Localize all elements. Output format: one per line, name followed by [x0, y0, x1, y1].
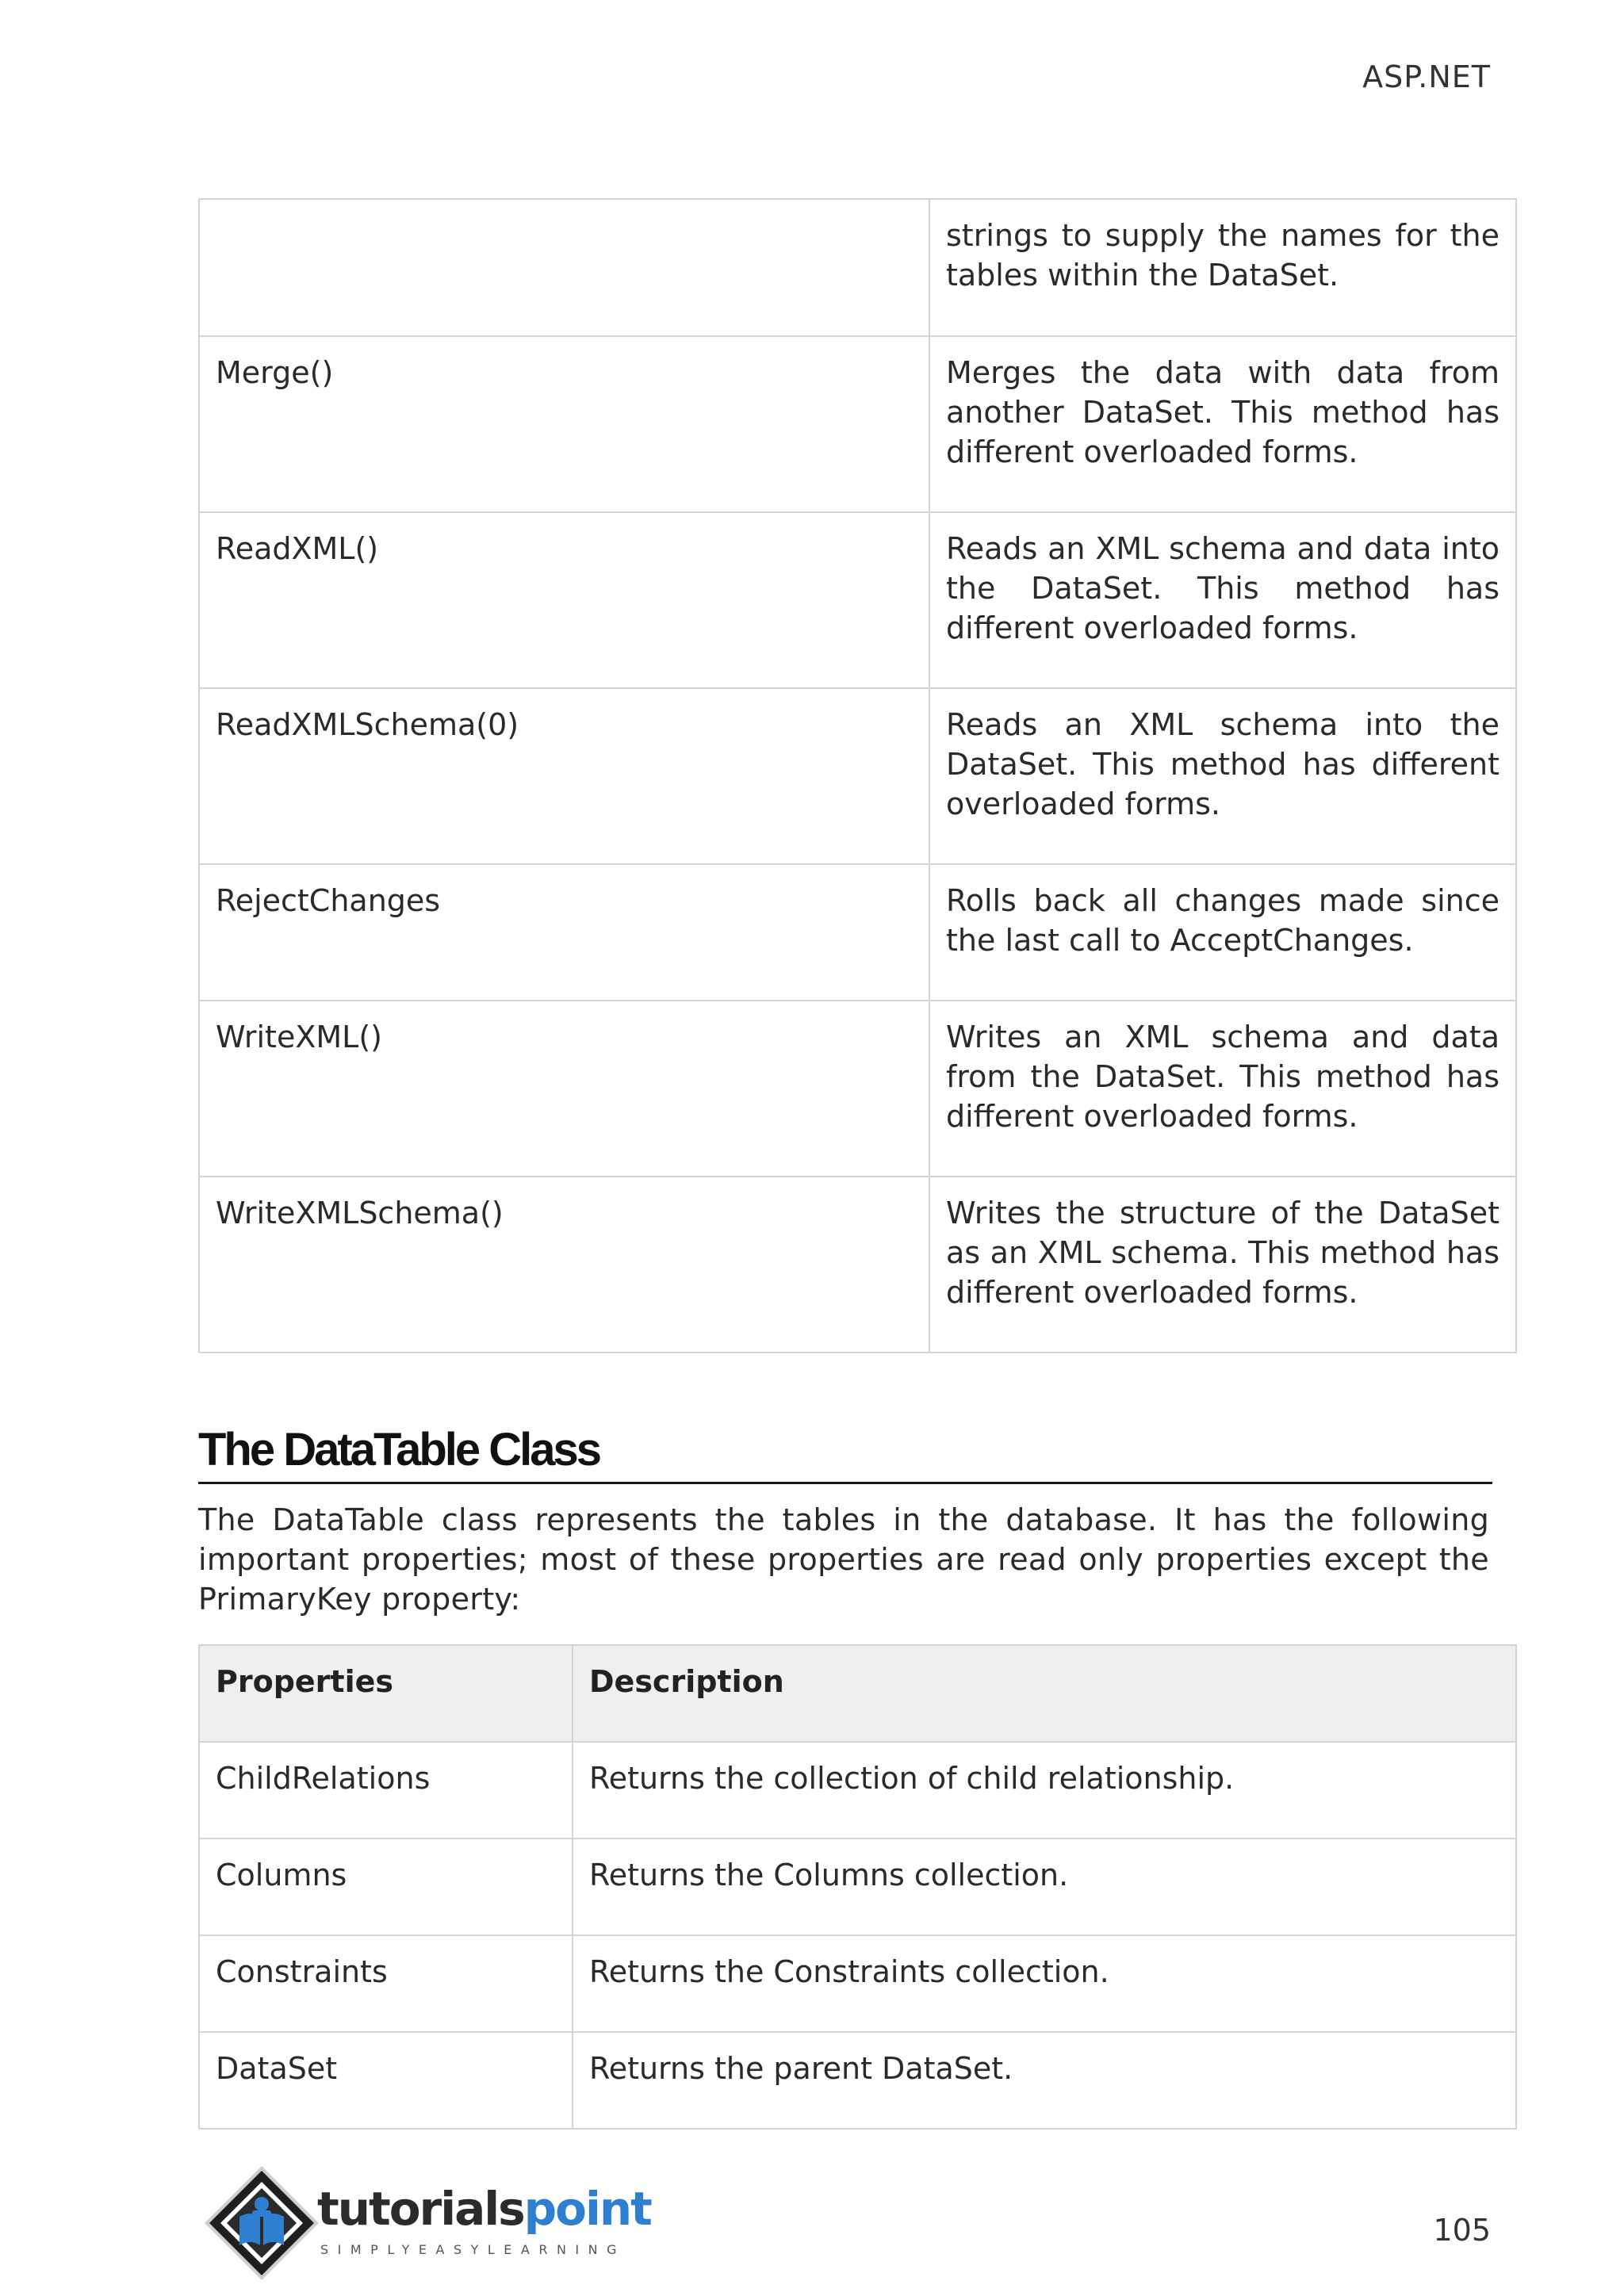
method-name-cell: RejectChanges — [199, 864, 929, 1001]
tutorialspoint-logo — [198, 2160, 651, 2286]
method-name-cell: Merge() — [199, 336, 929, 512]
method-description-cell: Writes an XML schema and data from the DataSet. This method has different overloaded forms. — [929, 1001, 1516, 1177]
section-heading-text: The DataTable Class — [198, 1424, 600, 1475]
section-heading — [198, 1411, 1492, 1484]
property-name-cell: ChildRelations — [199, 1742, 573, 1839]
table-row — [199, 1742, 1516, 1839]
document-header-title: ASP.NET — [1362, 59, 1491, 94]
method-description-cell: Writes the structure of the DataSet as an XML schema. This method has different overloaded forms. — [929, 1177, 1516, 1353]
table-row — [199, 1177, 1516, 1353]
property-description-cell: Returns the Constraints collection. — [573, 1935, 1516, 2032]
column-header-description: Description — [573, 1645, 1516, 1742]
column-header-properties: Properties — [199, 1645, 573, 1742]
table-row — [199, 688, 1516, 864]
property-description-cell: Returns the collection of child relationship. — [573, 1742, 1516, 1839]
table-header-row — [199, 1645, 1516, 1742]
table-row — [199, 1839, 1516, 1935]
logo-wordmark — [317, 2183, 651, 2234]
logo-wordmark-part2: point — [523, 2182, 651, 2236]
method-name-cell: WriteXML() — [199, 1001, 929, 1177]
logo-tagline: SIMPLYEASYLEARNING — [320, 2242, 626, 2257]
property-name-cell: DataSet — [199, 2032, 573, 2129]
table-row — [199, 199, 1516, 336]
table-row — [199, 1935, 1516, 2032]
book-diamond-icon — [198, 2160, 325, 2286]
method-name-cell: WriteXMLSchema() — [199, 1177, 929, 1353]
method-name-cell — [199, 199, 929, 336]
table-row — [199, 1001, 1516, 1177]
table-row — [199, 2032, 1516, 2129]
page-number: 105 — [1433, 2213, 1491, 2248]
logo-wordmark-part1: tutorials — [317, 2182, 524, 2236]
method-description-cell: Reads an XML schema and data into the DataSet. This method has different overloaded forms. — [929, 512, 1516, 688]
property-name-cell: Columns — [199, 1839, 573, 1935]
section-paragraph: The DataTable class represents the tables in the database. It has the following important properties; most of these properties are read only properties except the PrimaryKey property: — [198, 1502, 1489, 1617]
table-row — [199, 512, 1516, 688]
dataset-methods-table — [198, 198, 1517, 1353]
method-name-cell: ReadXML() — [199, 512, 929, 688]
table-row — [199, 864, 1516, 1001]
method-description-cell: Reads an XML schema into the DataSet. This method has different overloaded forms. — [929, 688, 1516, 864]
property-name-cell: Constraints — [199, 1935, 573, 2032]
datatable-properties-table — [198, 1644, 1517, 2130]
table-row — [199, 336, 1516, 512]
method-description-cell: strings to supply the names for the tables within the DataSet. — [929, 199, 1516, 336]
method-description-cell: Merges the data with data from another DataSet. This method has different overloaded forms. — [929, 336, 1516, 512]
property-description-cell: Returns the parent DataSet. — [573, 2032, 1516, 2129]
property-description-cell: Returns the Columns collection. — [573, 1839, 1516, 1935]
method-name-cell: ReadXMLSchema(0) — [199, 688, 929, 864]
method-description-cell: Rolls back all changes made since the last call to AcceptChanges. — [929, 864, 1516, 1001]
